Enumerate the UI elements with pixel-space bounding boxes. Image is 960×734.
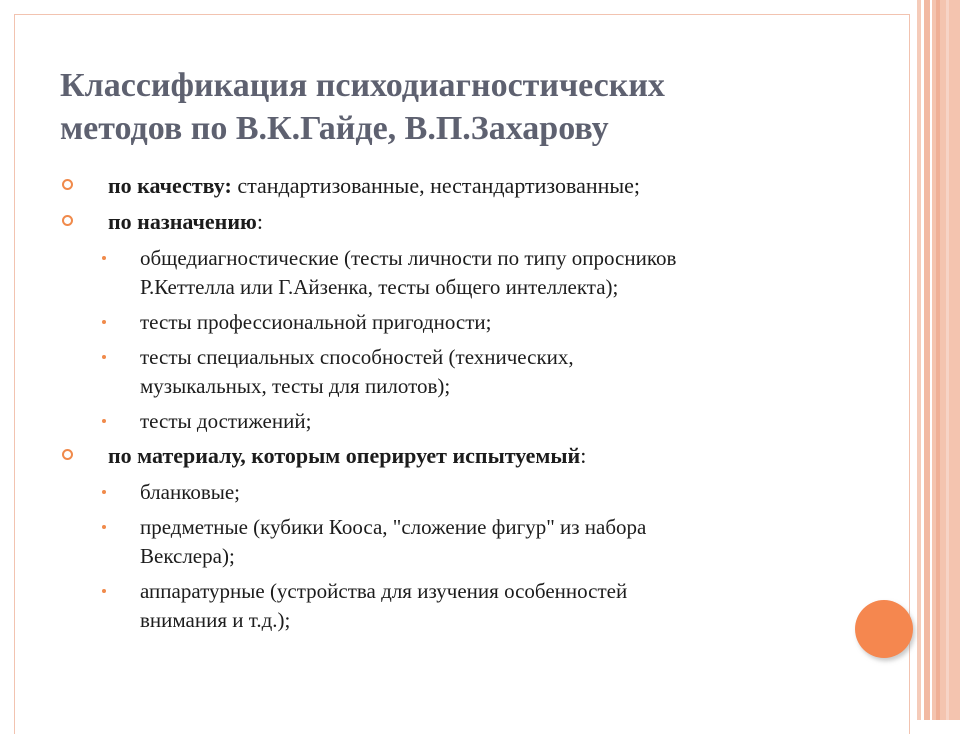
decorative-orange-circle xyxy=(855,600,913,658)
sub-bullet-item xyxy=(60,577,880,635)
bullet-heading: по качеству: xyxy=(108,173,232,198)
decorative-stripe xyxy=(924,0,930,720)
sub-bullet-line: тесты специальных способностей (технических, xyxy=(140,345,574,369)
sub-bullet-line: музыкальных, тесты для пилотов); xyxy=(140,374,451,398)
sub-bullet-item xyxy=(60,513,880,571)
sub-bullet-line: Р.Кеттелла или Г.Айзенка, тесты общего интеллекта); xyxy=(140,275,619,299)
ring-bullet-icon xyxy=(62,215,73,226)
dot-bullet-icon xyxy=(102,589,106,593)
decorative-stripe xyxy=(936,0,940,720)
sub-bullet-item xyxy=(60,244,880,302)
sub-bullet-item xyxy=(60,343,880,401)
decorative-stripe xyxy=(946,0,949,720)
sub-bullet-line: внимания и т.д.); xyxy=(140,608,291,632)
bullet-item-purpose xyxy=(60,208,880,236)
dot-bullet-icon xyxy=(102,525,106,529)
sub-bullet-line: предметные (кубики Кооса, "сложение фигур" из набора xyxy=(140,515,647,539)
sub-bullet-line: аппаратурные (устройства для изучения особенностей xyxy=(140,579,628,603)
bullet-text: стандартизованные, нестандартизованные; xyxy=(231,173,641,198)
sub-bullet-line: тесты достижений; xyxy=(140,409,312,433)
dot-bullet-icon xyxy=(102,355,106,359)
slide-title xyxy=(60,64,860,150)
slide-title-line-2: методов по В.К.Гайде, В.П.Захарову xyxy=(60,110,609,147)
bullet-item-quality xyxy=(60,172,880,200)
ring-bullet-icon xyxy=(62,449,73,460)
dot-bullet-icon xyxy=(102,320,106,324)
decorative-stripe xyxy=(917,0,921,720)
sub-bullet-item xyxy=(60,308,880,337)
ring-bullet-icon xyxy=(62,179,73,190)
sub-bullet-line: общедиагностические (тесты личности по типу опросников xyxy=(140,246,677,270)
slide-content xyxy=(60,172,880,641)
dot-bullet-icon xyxy=(102,490,106,494)
dot-bullet-icon xyxy=(102,419,106,423)
sub-bullet-line: бланковые; xyxy=(140,480,241,504)
dot-bullet-icon xyxy=(102,256,106,260)
bullet-item-material xyxy=(60,442,880,470)
bullet-text: : xyxy=(580,443,587,468)
sub-bullet-line: тесты профессиональной пригодности; xyxy=(140,310,492,334)
sub-bullet-item xyxy=(60,407,880,436)
slide-title-line-1: Классификация психодиагностических xyxy=(60,67,665,104)
bullet-heading: по назначению xyxy=(108,209,257,234)
bullet-heading: по материалу, которым оперирует испытуемый xyxy=(108,443,581,468)
sub-bullet-line: Векслера); xyxy=(140,544,235,568)
sub-bullet-item xyxy=(60,478,880,507)
bullet-text: : xyxy=(256,209,263,234)
